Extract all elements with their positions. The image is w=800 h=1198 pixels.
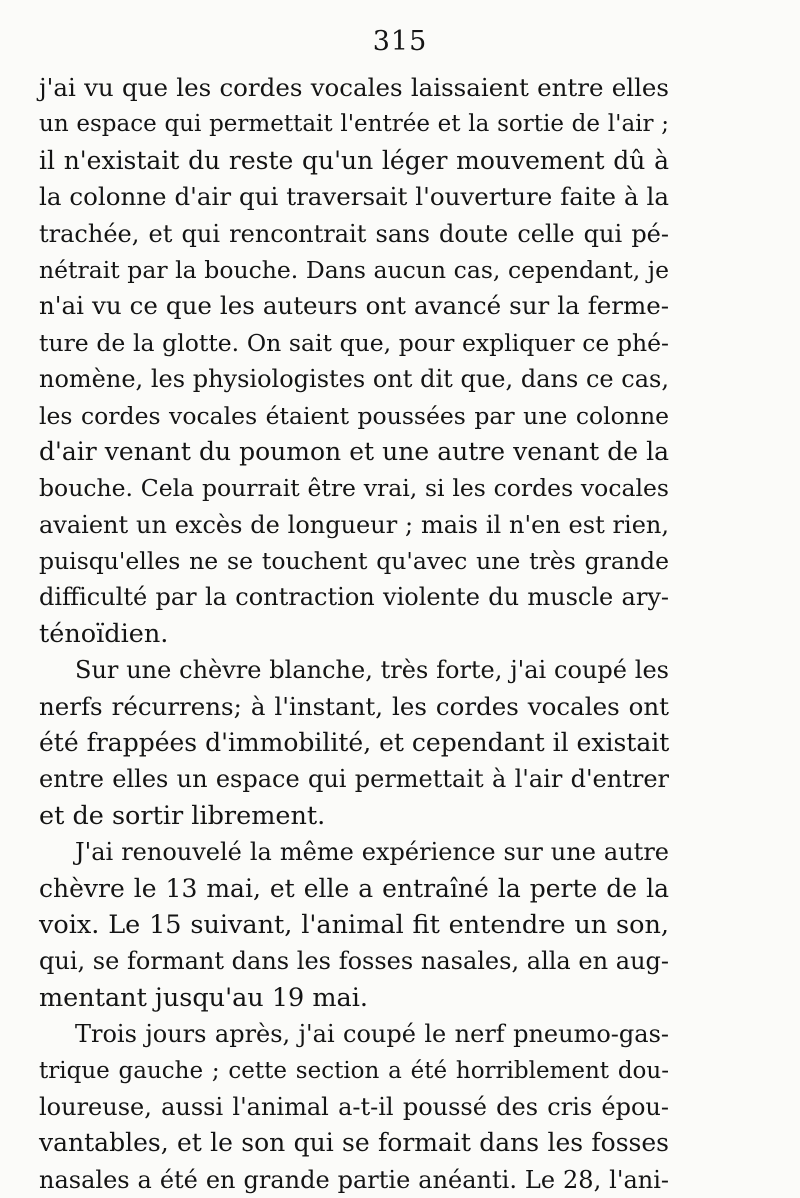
paragraph-start-line: Trois jours après, j'ai coupé le nerf pneumo-gas-: [75, 1020, 669, 1049]
paragraph-start-line: Sur une chèvre blanche, très forte, j'ai coupé les: [75, 656, 669, 685]
text-line: bouche. Cela pourrait être vrai, si les cordes vocales: [39, 474, 669, 503]
text-line: nétrait par la bouche. Dans aucun cas, cependant, je: [39, 255, 669, 284]
page-number: 315: [372, 26, 428, 57]
text-line: avaient un excès de longueur ; mais il n'en est rien,: [39, 510, 669, 539]
text-line: ture de la glotte. On sait que, pour expliquer ce phé-: [39, 328, 669, 357]
text-line: nomène, les physiologistes ont dit que, dans ce cas,: [39, 365, 669, 394]
text-line: et de sortir librement.: [39, 800, 326, 831]
text-line: il n'existait du reste qu'un léger mouvement dû à: [39, 145, 669, 175]
text-line: chèvre le 13 mai, et elle a entraîné la perte de la: [39, 873, 669, 903]
text-line: la colonne d'air qui traversait l'ouverture faite à la: [39, 182, 669, 212]
text-line: trique gauche ; cette section a été horriblement dou-: [39, 1057, 669, 1084]
text-line: nasales a été en grande partie anéanti. Le 28, l'ani-: [39, 1165, 669, 1194]
paragraph-start-line: J'ai renouvelé la même expérience sur une autre: [75, 838, 669, 867]
text-line: vantables, et le son qui se formait dans les fosses: [39, 1128, 669, 1158]
text-line: entre elles un espace qui permettait à l'air d'entrer: [39, 765, 669, 794]
text-line: difficulté par la contraction violente du muscle ary-: [39, 583, 669, 612]
text-line: ténoïdien.: [39, 618, 169, 649]
text-line: n'ai vu ce que les auteurs ont avancé sur la ferme-: [39, 291, 669, 321]
text-line: trachée, et qui rencontrait sans doute celle qui pé-: [39, 219, 669, 248]
text-line: mentant jusqu'au 19 mai.: [39, 982, 369, 1013]
text-line: d'air venant du poumon et une autre venant de la: [39, 436, 669, 466]
text-line: j'ai vu que les cordes vocales laissaient entre elles: [39, 73, 669, 102]
text-line: nerfs récurrens; à l'instant, les cordes vocales ont: [39, 691, 669, 721]
text-line: un espace qui permettait l'entrée et la sortie de l'air ;: [39, 111, 669, 138]
text-line: les cordes vocales étaient poussées par une colonne: [39, 401, 669, 430]
text-line: puisqu'elles ne se touchent qu'avec une très grande: [39, 547, 669, 576]
text-line: été frappées d'immobilité, et cependant il existait: [39, 728, 670, 758]
text-line: qui, se formant dans les fosses nasales, alla en aug-: [39, 947, 669, 976]
body-text: [39, 70, 669, 1198]
text-line: loureuse, aussi l'animal a-t-il poussé des cris épou-: [39, 1092, 669, 1121]
text-line: voix. Le 15 suivant, l'animal fit entendre un son,: [39, 909, 669, 940]
